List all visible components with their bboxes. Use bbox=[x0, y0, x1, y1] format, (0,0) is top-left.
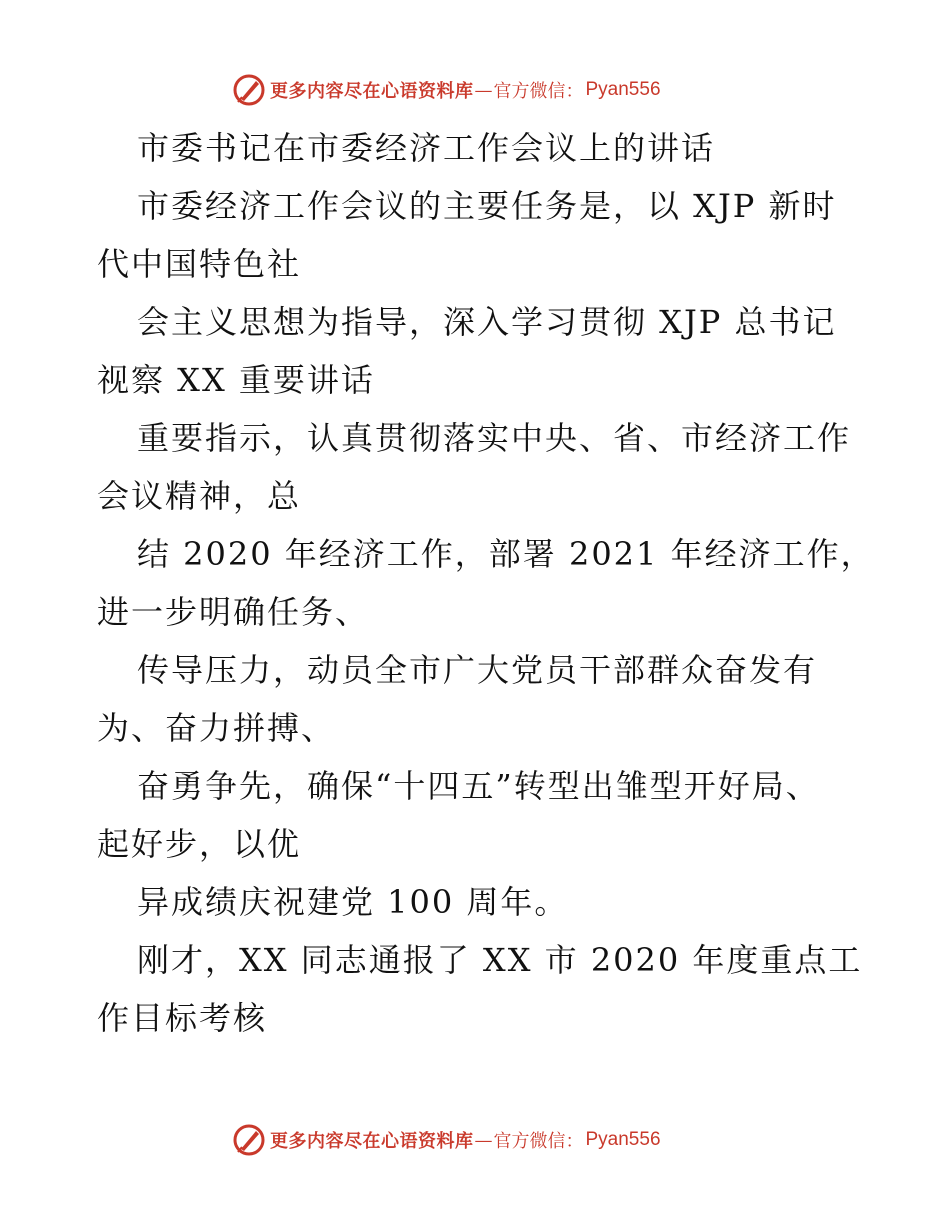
banner-wechat-id: Pyan556 bbox=[585, 1129, 661, 1150]
text-line: 起好步，以优 bbox=[97, 825, 302, 863]
footer-banner bbox=[232, 1122, 661, 1158]
text-line: 结 2020 年经济工作，部署 2021 年经济工作， bbox=[137, 535, 875, 573]
quill-logo-icon bbox=[232, 1123, 266, 1157]
banner-title: 更多内容尽在心语资料库 bbox=[270, 81, 474, 102]
text-line: 会议精神，总 bbox=[97, 477, 302, 515]
text-line: 代中国特色社 bbox=[97, 245, 302, 283]
text-line: 市委经济工作会议的主要任务是，以 XJP 新时 bbox=[137, 187, 837, 225]
text-line: 进一步明确任务、 bbox=[97, 593, 370, 631]
banner-wechat-label: 官方微信： bbox=[493, 1131, 584, 1152]
text-line: 异成绩庆祝建党 100 周年。 bbox=[137, 883, 569, 921]
text-line: 奋勇争先，确保“十四五”转型出雏型开好局、 bbox=[137, 767, 820, 805]
text-line: 重要指示，认真贯彻落实中央、省、市经济工作 bbox=[137, 419, 852, 457]
banner-wechat-label: 官方微信： bbox=[493, 81, 584, 102]
text-line: 市委书记在市委经济工作会议上的讲话 bbox=[137, 129, 716, 167]
quill-logo-icon bbox=[232, 73, 266, 107]
text-line: 会主义思想为指导，深入学习贯彻 XJP 总书记 bbox=[137, 303, 837, 341]
text-line: 传导压力，动员全市广大党员干部群众奋发有 bbox=[137, 651, 818, 689]
text-line: 作目标考核 bbox=[97, 999, 268, 1037]
text-line: 视察 XX 重要讲话 bbox=[97, 361, 375, 399]
banner-separator: — bbox=[474, 79, 493, 101]
banner-title: 更多内容尽在心语资料库 bbox=[270, 1131, 474, 1152]
banner-wechat-id: Pyan556 bbox=[585, 79, 661, 100]
banner-separator: — bbox=[474, 1129, 493, 1151]
text-line: 刚才，XX 同志通报了 XX 市 2020 年度重点工 bbox=[137, 941, 863, 979]
text-line: 为、奋力拼搏、 bbox=[97, 709, 336, 747]
header-banner bbox=[232, 72, 661, 108]
